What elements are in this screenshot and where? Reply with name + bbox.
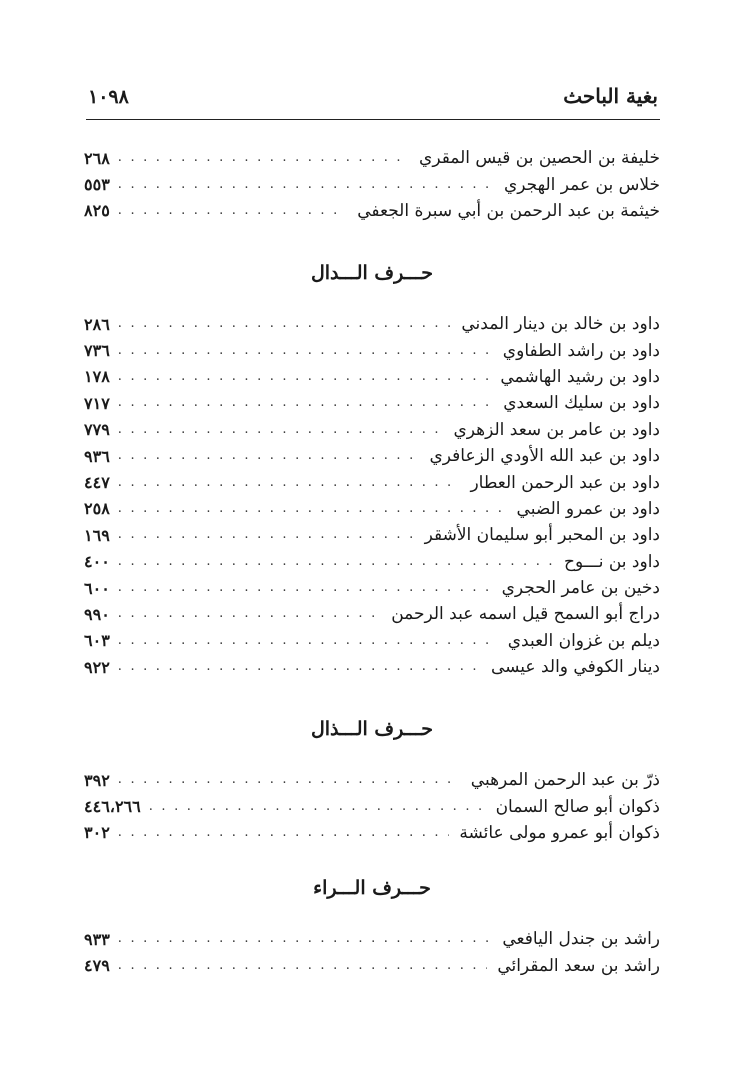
entry-name: داود بن عبد الله الأودي الزعافري <box>429 446 660 467</box>
dot-leader <box>118 421 444 439</box>
entry-pages: ٦٠٣ <box>84 631 110 651</box>
entry-pages: ٧١٧ <box>84 393 110 413</box>
dot-leader <box>118 526 415 544</box>
entry-name: داود بن سليك السعدي <box>503 393 660 414</box>
entry-pages: ٧٣٦ <box>84 341 110 361</box>
entry-name: دخين بن عامر الحجري <box>501 578 660 599</box>
dot-leader <box>118 553 554 571</box>
entry-list-dhal <box>84 767 660 846</box>
index-entry <box>84 364 660 390</box>
dot-leader <box>118 149 409 167</box>
entry-pages: ٩٩٠ <box>84 604 110 624</box>
entry-pages: ٢٦٨ <box>84 148 110 168</box>
section-heading-dhal: حـــرف الـــذال <box>310 718 434 740</box>
entry-pages: ٤٠٠ <box>84 552 110 572</box>
index-entry <box>84 767 660 793</box>
entry-pages: ٩٢٢ <box>84 657 110 677</box>
entry-name: داود بن خالد بن دينار المدني <box>461 314 660 335</box>
entry-list-kha <box>84 145 660 224</box>
entry-name: داود بن عامر بن سعد الزهري <box>453 419 660 440</box>
entry-name: داود بن راشد الطفاوي <box>502 340 660 361</box>
entry-pages: ٣٩٢ <box>84 770 110 790</box>
entry-pages: ٦٠٠ <box>84 578 110 598</box>
entry-name: راشد بن سعد المقرائي <box>497 955 660 976</box>
index-entry <box>84 601 660 627</box>
entry-list-dal <box>84 311 660 680</box>
dot-leader <box>118 632 498 650</box>
entry-pages: ٩٣٦ <box>84 446 110 466</box>
entry-pages: ٤٤٦،٢٦٦ <box>84 797 141 817</box>
dot-leader <box>118 500 507 518</box>
entry-pages: ٧٧٩ <box>84 420 110 440</box>
dot-leader <box>118 824 450 842</box>
dot-leader <box>118 957 488 975</box>
dot-leader <box>118 930 493 948</box>
entry-name: دراج أبو السمح قيل اسمه عبد الرحمن <box>391 604 660 625</box>
entry-pages: ٤٤٧ <box>84 473 110 493</box>
index-entry <box>84 171 660 197</box>
dot-leader <box>118 579 492 597</box>
index-entry <box>84 417 660 443</box>
entry-pages: ٣٠٢ <box>84 823 110 843</box>
entry-name: داود بن عمرو الضبي <box>516 498 660 519</box>
dot-leader <box>149 798 486 816</box>
entry-name: داود بن عبد الرحمن العطار <box>470 472 660 493</box>
dot-leader <box>118 394 493 412</box>
header-rule <box>86 119 660 120</box>
dot-leader <box>118 605 381 623</box>
index-entry <box>84 575 660 601</box>
page-number: ١٠٩٨ <box>88 86 129 108</box>
entry-pages: ٩٣٣ <box>84 929 110 949</box>
entry-pages: ٥٥٣ <box>84 175 110 195</box>
entry-name: راشد بن جندل اليافعي <box>502 929 660 950</box>
entry-name: خيثمة بن عبد الرحمن بن أبي سبرة الجعفي <box>357 200 660 221</box>
index-entry <box>84 654 660 680</box>
dot-leader <box>118 342 493 360</box>
section-heading-dal: حـــرف الـــدال <box>310 262 434 284</box>
running-header <box>88 84 658 116</box>
index-entry <box>84 469 660 495</box>
index-entry <box>84 311 660 337</box>
dot-leader <box>118 447 420 465</box>
entry-name: داود بن المحبر أبو سليمان الأشقر <box>424 525 660 546</box>
entry-name: خلاس بن عمر الهجري <box>503 174 660 195</box>
dot-leader <box>118 658 481 676</box>
dot-leader <box>118 368 491 386</box>
entry-name: ذكوان أبو عمرو مولى عائشة <box>459 822 660 843</box>
entry-pages: ٤٧٩ <box>84 956 110 976</box>
index-entry <box>84 522 660 548</box>
entry-name: خليفة بن الحصين بن قيس المقري <box>419 148 660 169</box>
entry-list-ra <box>84 926 660 979</box>
index-entry <box>84 443 660 469</box>
entry-name: داود بن نـــوح <box>564 551 660 572</box>
entry-name: دينار الكوفي والد عيسى <box>490 657 660 678</box>
entry-name: داود بن رشيد الهاشمي <box>500 366 660 387</box>
dot-leader <box>118 771 461 789</box>
index-entry <box>84 820 660 846</box>
book-title: بغية الباحث <box>563 84 658 108</box>
index-entry <box>84 549 660 575</box>
dot-leader <box>118 176 494 194</box>
entry-pages: ١٧٨ <box>84 367 110 387</box>
entry-pages: ٢٥٨ <box>84 499 110 519</box>
dot-leader <box>118 315 452 333</box>
entry-name: ذرّ بن عبد الرحمن المرهبي <box>470 770 660 791</box>
entry-name: ديلم بن غزوان العبدي <box>507 630 660 651</box>
entry-name: ذكوان أبو صالح السمان <box>495 796 660 817</box>
dot-leader <box>118 202 347 220</box>
index-entry <box>84 926 660 952</box>
index-entry <box>84 496 660 522</box>
index-entry <box>84 390 660 416</box>
index-entry <box>84 628 660 654</box>
index-entry <box>84 952 660 978</box>
index-entry <box>84 793 660 819</box>
entry-pages: ٢٨٦ <box>84 314 110 334</box>
section-heading-ra: حـــرف الـــراء <box>313 877 431 899</box>
entry-pages: ٨٢٥ <box>84 201 110 221</box>
index-entry <box>84 145 660 171</box>
index-entry <box>84 198 660 224</box>
entry-pages: ١٦٩ <box>84 525 110 545</box>
index-entry <box>84 337 660 363</box>
dot-leader <box>118 474 461 492</box>
